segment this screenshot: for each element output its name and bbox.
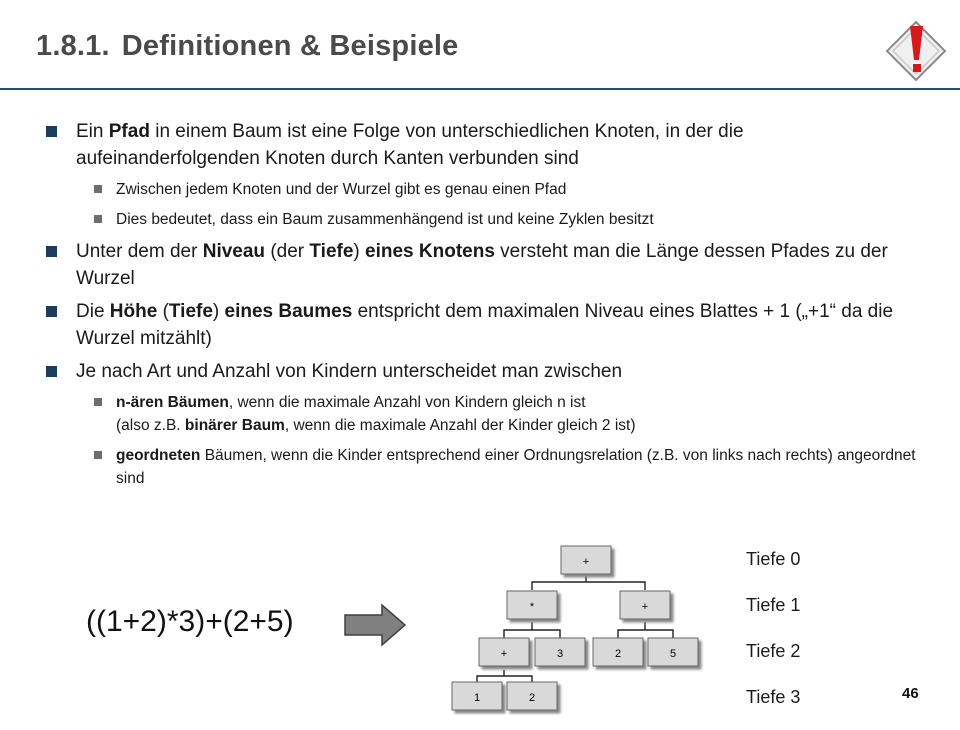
subbullet-nary — [94, 391, 926, 437]
depth-label: Tiefe 0 — [746, 549, 801, 569]
tree-node-plus-left — [479, 638, 529, 666]
text: ) — [353, 241, 366, 262]
title-rule — [0, 88, 960, 90]
subbullet: Dies bedeutet, dass ein Baum zusammenhängend ist und keine Zyklen besitzt — [94, 208, 926, 231]
node-label: 2 — [528, 692, 536, 704]
text: entspricht dem maximalen Niveau eines Blattes + 1 („+1“ da die Wurzel mitzählt) — [76, 301, 894, 349]
depth-label: Tiefe 3 — [746, 687, 801, 707]
node-label: 5 — [669, 648, 677, 660]
text: ( — [157, 301, 169, 322]
node-label: + — [500, 648, 508, 660]
tree-node-three — [535, 638, 585, 666]
text: , wenn die maximale Anzahl von Kindern gleich n ist — [228, 394, 586, 411]
title-text: Definitionen & Beispiele — [121, 30, 459, 62]
node-label: 3 — [556, 648, 564, 660]
text: in einem Baum ist eine Folge von unterschiedlichen Knoten, in der die aufeinanderfolgenden Knoten durch Kanten verbunden sind — [76, 121, 744, 169]
bullet-path — [46, 118, 926, 172]
bullet-level — [46, 238, 926, 292]
node-label: 2 — [614, 648, 622, 660]
title-number: 1.8.1. — [36, 30, 110, 62]
text: , wenn die maximale Anzahl der Kinder gleich 2 ist) — [284, 417, 636, 434]
depth-label: Tiefe 1 — [746, 595, 801, 615]
text: ) — [212, 301, 225, 322]
right-arrow-icon — [344, 603, 406, 647]
tree-node-five — [648, 638, 698, 666]
tree-node-two-right — [593, 638, 643, 666]
tree-node-one — [452, 682, 502, 710]
text: Unter dem der — [76, 241, 203, 262]
bold-term: Höhe — [109, 301, 158, 322]
text: Die — [76, 301, 110, 322]
bold-term: Pfad — [108, 121, 150, 142]
node-label: + — [641, 601, 649, 613]
bold-term: eines Knotens — [365, 241, 495, 262]
bold-term: Niveau — [202, 241, 266, 262]
tree-node-root — [561, 546, 611, 574]
text: versteht man die Länge dessen Pfades zu der Wurzel — [76, 241, 888, 289]
exclamation-logo-icon — [885, 20, 947, 82]
bold-term: Tiefe — [309, 241, 354, 262]
text: (der — [265, 241, 310, 262]
expression-tree — [440, 540, 720, 715]
slide-title — [36, 30, 459, 63]
bullet-height — [46, 298, 926, 352]
subbullet: Zwischen jedem Knoten und der Wurzel gibt es genau einen Pfad — [94, 178, 926, 201]
bullet-kinds: Je nach Art und Anzahl von Kindern unterscheidet man zwischen — [46, 358, 926, 385]
tree-node-mult — [507, 591, 557, 619]
bold-term: Tiefe — [168, 301, 213, 322]
depth-label: Tiefe 2 — [746, 641, 801, 661]
bold-term: geordneten — [116, 447, 201, 464]
bold-term: binärer Baum — [184, 417, 285, 434]
text: Bäumen, wenn die Kinder entsprechend einer Ordnungsrelation (z.B. von links nach rechts) angeordnet sind — [116, 447, 916, 487]
subbullet-ordered — [94, 444, 926, 490]
node-label: * — [529, 601, 535, 613]
expression: ((1+2)*3)+(2+5) — [86, 605, 294, 638]
node-label: 1 — [473, 692, 481, 704]
page-number: 46 — [902, 685, 919, 702]
bullet-list — [46, 118, 926, 497]
bold-term: eines Baumes — [224, 301, 353, 322]
subbullet-line2 — [116, 414, 926, 437]
tree-node-plus-right — [620, 591, 670, 619]
depth-labels — [746, 546, 800, 730]
bold-term: n-ären Bäumen — [116, 394, 229, 411]
text: (also z.B. — [116, 417, 185, 434]
node-label: + — [582, 556, 590, 568]
tree-node-two-left — [507, 682, 557, 710]
text: Ein — [76, 121, 109, 142]
